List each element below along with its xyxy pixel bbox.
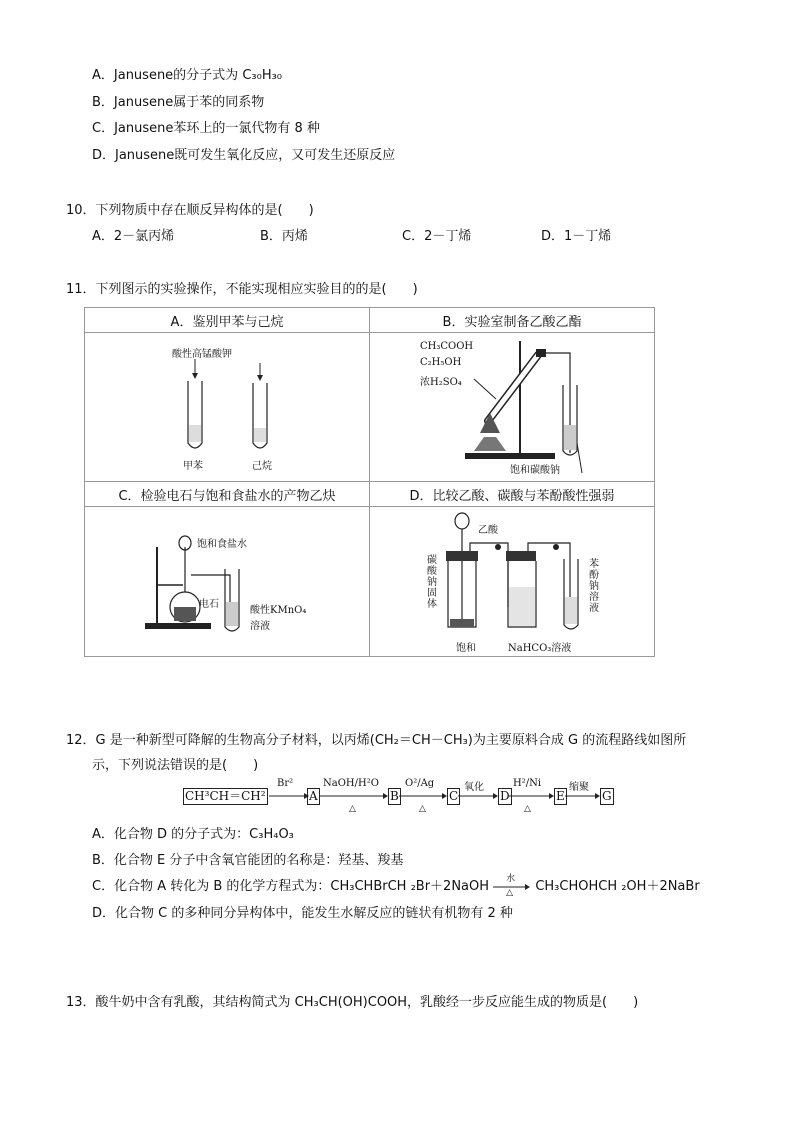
c-solution-label-1: 酸性KMnO₄ bbox=[250, 605, 307, 616]
flow-start: CH³CH＝CH² bbox=[185, 789, 266, 803]
cell-a-figure bbox=[85, 333, 370, 482]
b-reagent-1: CH₃COOH bbox=[420, 341, 474, 352]
d-nahco3-label: NaHCO₃溶液 bbox=[508, 643, 572, 654]
q10-option-d: D．1－丁烯 bbox=[541, 229, 612, 244]
q12-option-c-prefix: C．化合物 A 转化为 B 的化学方程式为：CH₃CHBrCH ₂Br＋2NaOH bbox=[92, 879, 490, 894]
flow-node-d: D bbox=[500, 789, 510, 803]
flow-node-c: C bbox=[449, 789, 459, 803]
q12-option-c-suffix: CH₃CHOHCH ₂OH＋2NaBr bbox=[535, 879, 700, 894]
d-acidity-apparatus bbox=[370, 507, 654, 657]
c-solid-label: 电石 bbox=[199, 599, 219, 610]
d-wash-label: 饱和 bbox=[456, 643, 476, 654]
d-solid-label: 碳酸钠固体 bbox=[427, 555, 437, 610]
flow-heat-1: △ bbox=[349, 804, 356, 814]
b-reagent-2: C₂H₅OH bbox=[420, 357, 462, 368]
q9-option-c: C．Janusene苯环上的一氯代物有 8 种 bbox=[92, 121, 320, 136]
flow-reagent-5: H²/Ni bbox=[513, 778, 542, 789]
cell-b-title: B．实验室制备乙酸乙酯 bbox=[370, 308, 655, 333]
q9-option-b: B．Janusene属于苯的同系物 bbox=[92, 95, 265, 110]
flow-node-a: A bbox=[309, 789, 318, 803]
d-phenol-label: 苯酚钠溶液 bbox=[589, 559, 599, 614]
a-tube2-label: 己烷 bbox=[252, 461, 272, 472]
q12-option-c bbox=[92, 873, 700, 898]
flow-reagent-3: O²/Ag bbox=[405, 778, 435, 789]
cell-c-figure bbox=[85, 507, 370, 657]
a-tube1-label: 甲苯 bbox=[183, 461, 203, 472]
experiment-table bbox=[84, 307, 655, 657]
flow-heat-3: △ bbox=[524, 804, 531, 814]
c-solution-label-2: 溶液 bbox=[250, 621, 270, 632]
q12-option-b: B．化合物 E 分子中含氧官能团的名称是：羟基、羧基 bbox=[92, 853, 404, 868]
q10-stem: 10．下列物质中存在顺反异构体的是( ) bbox=[66, 203, 314, 218]
q10-option-c: C．2－丁烯 bbox=[402, 229, 472, 244]
q12-stem-line1: 12．G 是一种新型可降解的生物高分子材料，以丙烯(CH₂＝CH－CH₃)为主要原料合成 G 的流程路线如图所 bbox=[66, 733, 687, 748]
q9-option-d: D．Janusene既可发生氧化反应，又可发生还原反应 bbox=[92, 148, 396, 163]
flow-reagent-1: Br² bbox=[277, 778, 294, 789]
flow-node-b: B bbox=[390, 789, 399, 803]
cell-a-title: A．鉴别甲苯与己烷 bbox=[85, 308, 370, 333]
q12-option-c-condition: 水 bbox=[506, 873, 516, 884]
b-collector-label: 饱和碳酸钠 bbox=[510, 465, 560, 476]
cell-c-title: C．检验电石与饱和食盐水的产物乙炔 bbox=[85, 482, 370, 507]
c-acetylene-apparatus bbox=[85, 507, 369, 657]
q12-option-a: A．化合物 D 的分子式为：C₃H₄O₃ bbox=[92, 827, 294, 842]
q12-option-c-arrow bbox=[493, 873, 531, 898]
d-funnel-label: 乙酸 bbox=[478, 525, 498, 536]
b-esterification-apparatus bbox=[370, 333, 654, 482]
a-reagent-label: 酸性高锰酸钾 bbox=[172, 349, 232, 360]
q10-option-a: A．2－氯丙烯 bbox=[92, 229, 175, 244]
flow-reagent-6: 缩聚 bbox=[569, 782, 589, 793]
cell-d-title: D．比较乙酸、碳酸与苯酚酸性强弱 bbox=[370, 482, 655, 507]
q11-stem: 11．下列图示的实验操作，不能实现相应实验目的的是( ) bbox=[66, 282, 418, 297]
q9-option-a: A．Janusene的分子式为 C₃₀H₃₀ bbox=[92, 68, 283, 83]
cell-b-figure bbox=[370, 333, 655, 482]
b-reagent-3: 浓H₂SO₄ bbox=[420, 377, 462, 388]
q12-option-d: D．化合物 C 的多种同分异构体中，能发生水解反应的链状有机物有 2 种 bbox=[92, 906, 513, 921]
q13-stem: 13．酸牛奶中含有乳酸，其结构简式为 CH₃CH(OH)COOH，乳酸经一步反应能生成的物质是( ) bbox=[66, 995, 639, 1010]
flow-reagent-4: 氧化 bbox=[464, 782, 484, 793]
flow-node-e: E bbox=[556, 789, 565, 803]
c-funnel-label: 饱和食盐水 bbox=[197, 539, 247, 550]
flow-reagent-2: NaOH/H²O bbox=[323, 778, 379, 789]
q10-option-b: B．丙烯 bbox=[260, 229, 308, 244]
flow-heat-2: △ bbox=[419, 804, 426, 814]
flow-node-g: G bbox=[602, 789, 612, 803]
q12-option-c-heat: △ bbox=[506, 887, 514, 898]
q12-stem-line2: 示，下列说法错误的是( ) bbox=[92, 758, 259, 773]
a-test-tubes-diagram bbox=[85, 333, 369, 482]
cell-d-figure bbox=[370, 507, 655, 657]
synthesis-flow bbox=[183, 778, 613, 814]
